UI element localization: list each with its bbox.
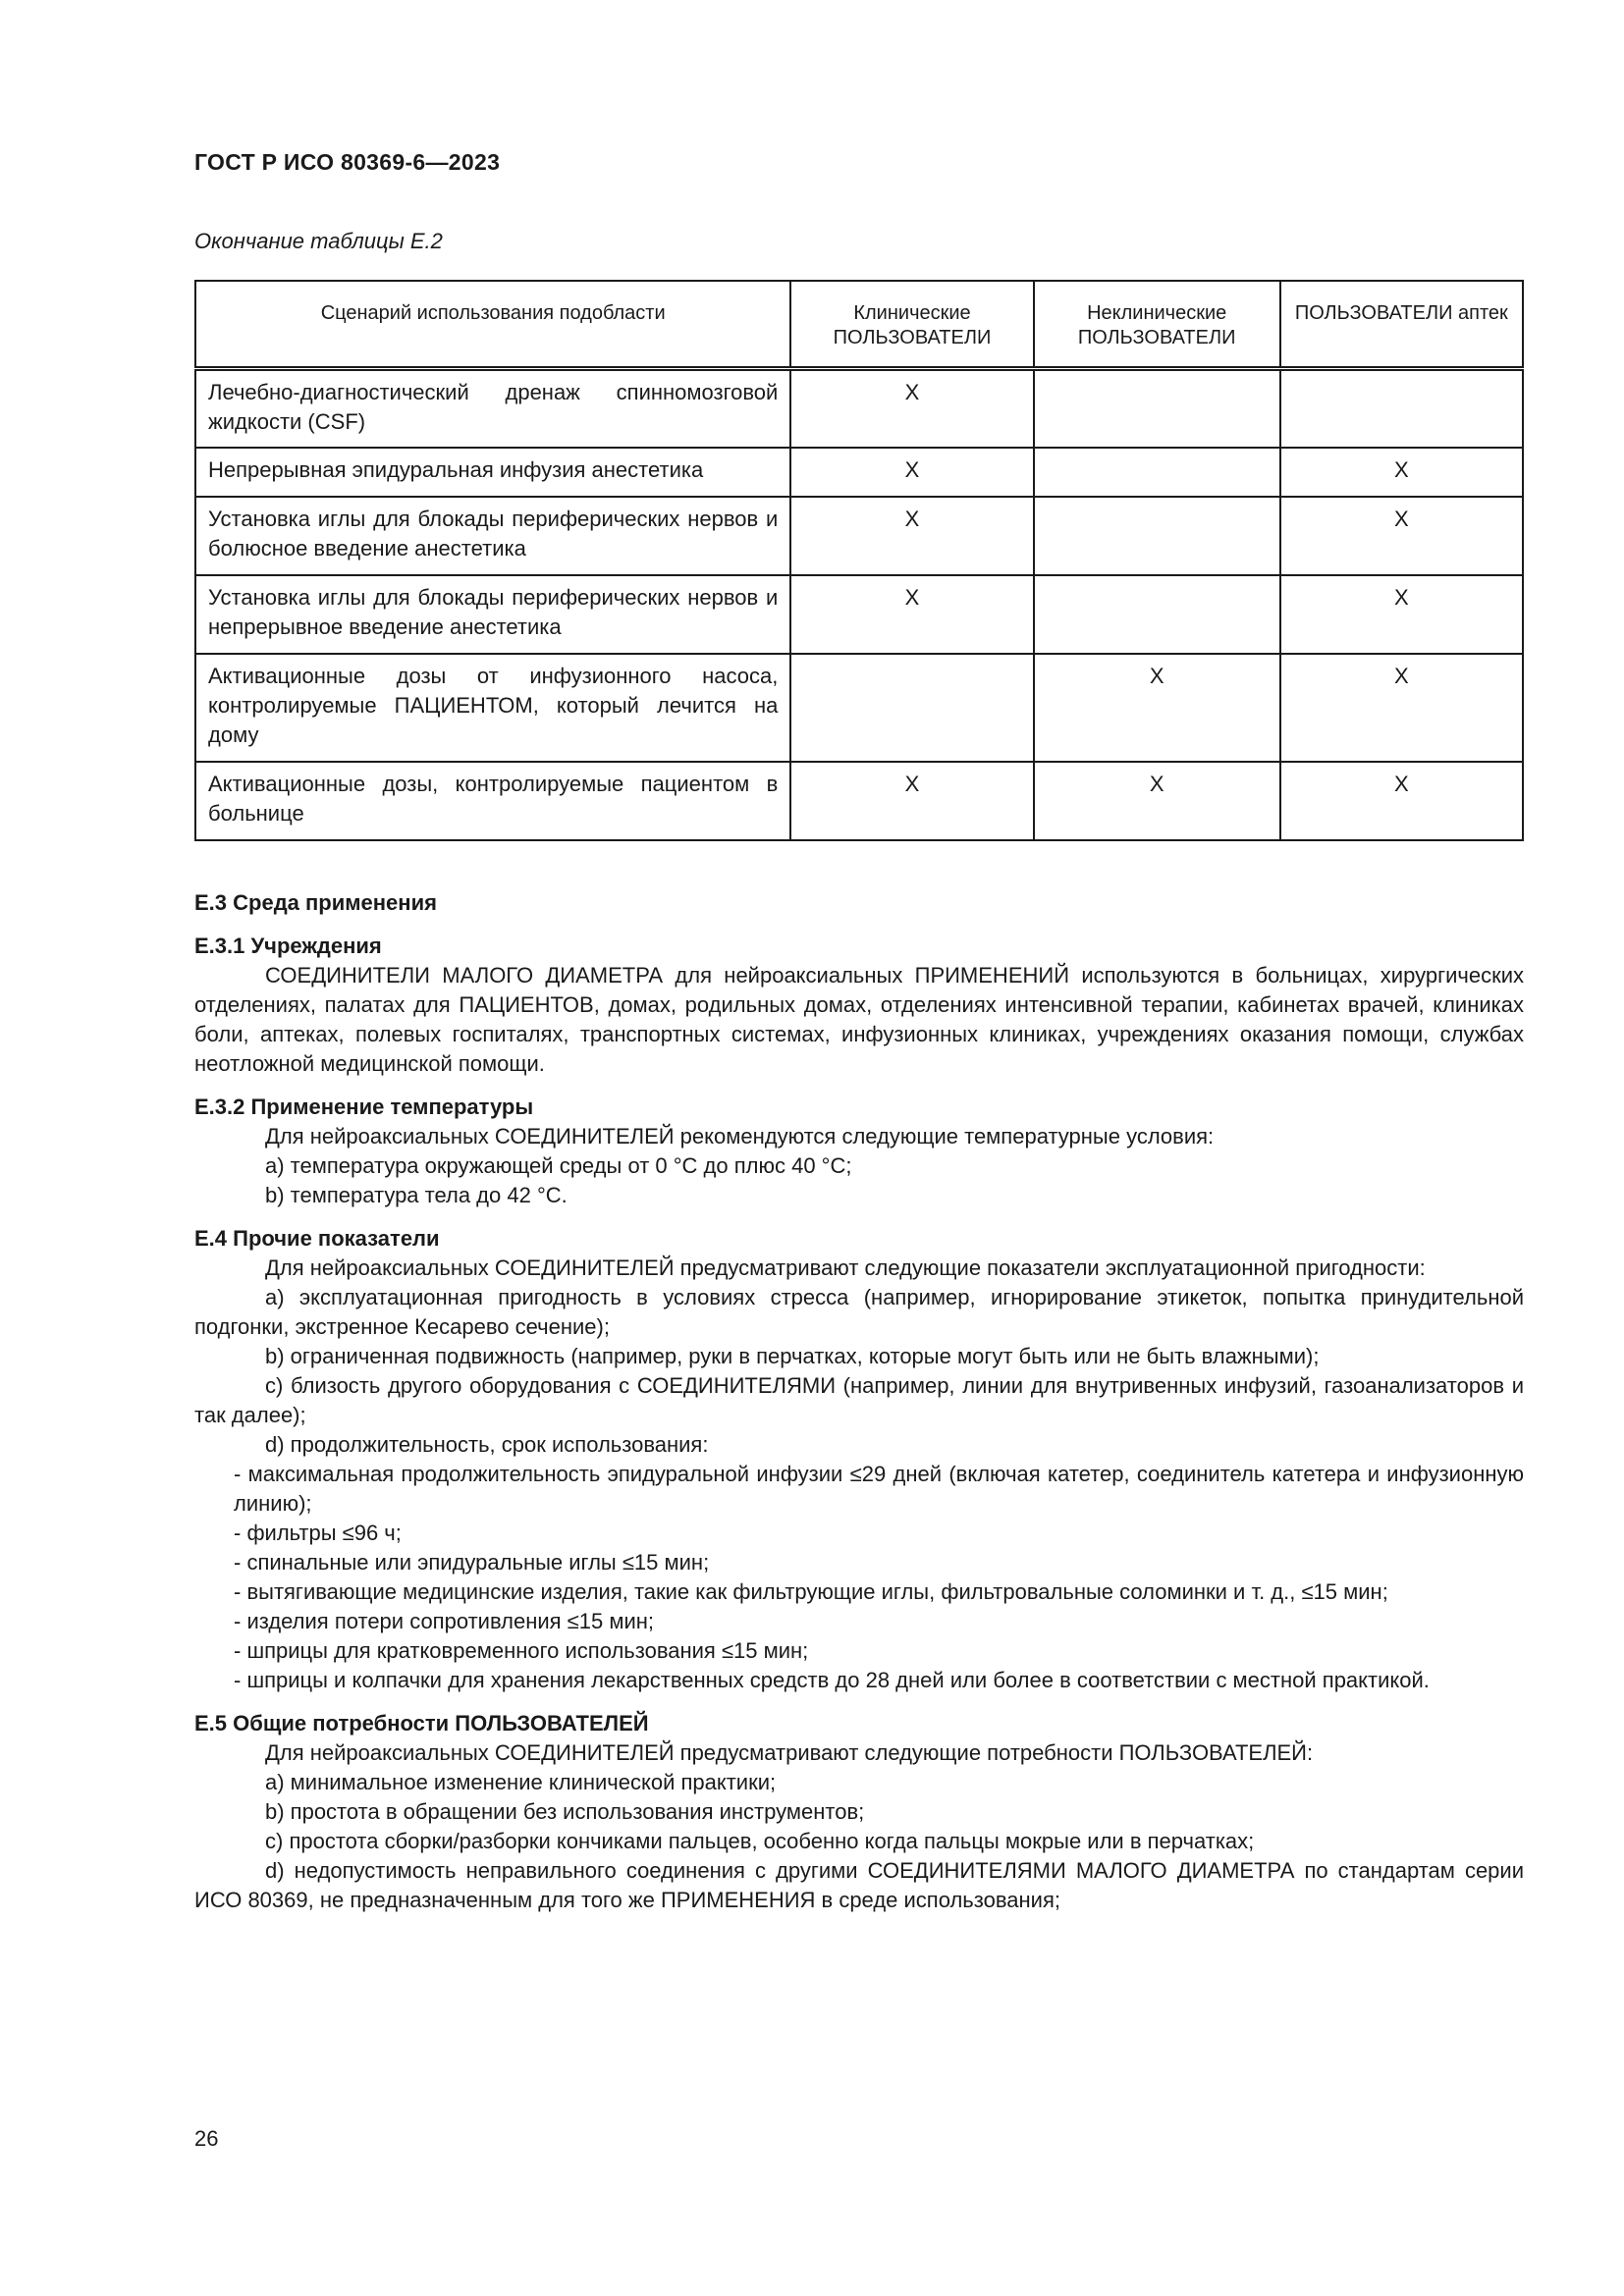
section-e5-intro: Для нейроаксиальных СОЕДИНИТЕЛЕЙ предусматривают следующие потребности ПОЛЬЗОВАТЕЛЕЙ: xyxy=(265,1740,1314,1765)
pharmacy-mark-cell xyxy=(1280,369,1523,449)
table-row xyxy=(195,448,1523,497)
sub-list-item: - шприцы для кратковременного использования ≤15 мин; xyxy=(234,1638,809,1663)
column-header-scenario: Сценарий использования подобласти xyxy=(195,281,790,369)
pharmacy-mark-cell: X xyxy=(1280,762,1523,840)
scenario-cell: Установка иглы для блокады периферических нервов и непрерывное введение анестетика xyxy=(195,575,790,654)
document-header: ГОСТ Р ИСО 80369-6—2023 xyxy=(194,149,501,175)
scenario-cell: Активационные дозы, контролируемые пациентом в больнице xyxy=(195,762,790,840)
scenario-cell: Активационные дозы от инфузионного насоса, контролируемые ПАЦИЕНТОМ, который лечится на дому xyxy=(195,654,790,762)
table-row xyxy=(195,654,1523,762)
table-row xyxy=(195,575,1523,654)
nonclinical-mark-cell xyxy=(1034,369,1280,449)
section-e3-heading: Е.3 Среда применения xyxy=(194,890,437,915)
list-item: b) температура тела до 42 °С. xyxy=(265,1183,568,1207)
usage-scenarios-table xyxy=(194,280,1524,841)
section-e32-heading: Е.3.2 Применение температуры xyxy=(194,1095,534,1119)
clinical-mark-cell: X xyxy=(790,762,1033,840)
table-row xyxy=(195,369,1523,449)
list-item: а) температура окружающей среды от 0 °С до плюс 40 °С; xyxy=(265,1153,852,1178)
clinical-mark-cell: X xyxy=(790,448,1033,497)
list-item: b) ограниченная подвижность (например, руки в перчатках, которые могут быть или не быть влажными); xyxy=(265,1344,1320,1368)
nonclinical-mark-cell xyxy=(1034,575,1280,654)
nonclinical-mark-cell xyxy=(1034,497,1280,575)
table-caption: Окончание таблицы Е.2 xyxy=(194,229,443,253)
sub-list-item: - фильтры ≤96 ч; xyxy=(234,1521,402,1545)
pharmacy-mark-cell: X xyxy=(1280,654,1523,762)
table-header-row xyxy=(195,281,1523,369)
list-item: d) недопустимость неправильного соединения с другими СОЕДИНИТЕЛЯМИ МАЛОГО ДИАМЕТРА по стандартам серии ИСО 80369, не предназначенным для того же ПРИМЕНЕНИЯ в среде использования; xyxy=(194,1858,1524,1912)
list-item: d) продолжительность, срок использования: xyxy=(265,1432,709,1457)
sub-list-item: - спинальные или эпидуральные иглы ≤15 мин; xyxy=(234,1550,710,1575)
list-item: с) простота сборки/разборки кончиками пальцев, особенно когда пальцы мокрые или в перчатках; xyxy=(265,1829,1255,1853)
clinical-mark-cell: X xyxy=(790,575,1033,654)
list-item: а) минимальное изменение клинической практики; xyxy=(265,1770,777,1794)
scenario-cell: Установка иглы для блокады периферических нервов и болюсное введение анестетика xyxy=(195,497,790,575)
column-header-nonclinical: Неклинические ПОЛЬЗОВАТЕЛИ xyxy=(1034,281,1280,369)
section-e4-heading: Е.4 Прочие показатели xyxy=(194,1226,440,1251)
list-item: b) простота в обращении без использования инструментов; xyxy=(265,1799,865,1824)
section-e31-heading: Е.3.1 Учреждения xyxy=(194,934,382,958)
table-row xyxy=(195,762,1523,840)
column-header-pharmacy: ПОЛЬЗОВАТЕЛИ аптек xyxy=(1280,281,1523,369)
table-row xyxy=(195,497,1523,575)
sub-list-item: - изделия потери сопротивления ≤15 мин; xyxy=(234,1609,654,1633)
column-header-clinical: Клинические ПОЛЬЗОВАТЕЛИ xyxy=(790,281,1033,369)
nonclinical-mark-cell: X xyxy=(1034,654,1280,762)
clinical-mark-cell: X xyxy=(790,369,1033,449)
section-e31-paragraph: СОЕДИНИТЕЛИ МАЛОГО ДИАМЕТРА для нейроаксиальных ПРИМЕНЕНИЙ используются в больницах, хирургических отделениях, палатах для ПАЦИЕНТОВ, домах, родильных домах, отделениях интенсивной терапии, кабинетах врачей, клиниках боли, аптеках, полевых госпиталях, транспортных системах, инфузионных клиниках, учреждениях оказания помощи, службах неотложной медицинской помощи. xyxy=(194,963,1524,1076)
pharmacy-mark-cell: X xyxy=(1280,448,1523,497)
scenario-cell: Лечебно-диагностический дренаж спинномозговой жидкости (CSF) xyxy=(195,369,790,449)
section-e4-intro: Для нейроаксиальных СОЕДИНИТЕЛЕЙ предусматривают следующие показатели эксплуатационной пригодности: xyxy=(265,1255,1426,1280)
list-item: а) эксплуатационная пригодность в условиях стресса (например, игнорирование этикеток, попытка принудительной подгонки, экстренное Кесарево сечение); xyxy=(194,1285,1524,1339)
section-e5-heading: Е.5 Общие потребности ПОЛЬЗОВАТЕЛЕЙ xyxy=(194,1711,649,1735)
scenario-cell: Непрерывная эпидуральная инфузия анестетика xyxy=(195,448,790,497)
clinical-mark-cell xyxy=(790,654,1033,762)
pharmacy-mark-cell: X xyxy=(1280,575,1523,654)
nonclinical-mark-cell: X xyxy=(1034,762,1280,840)
clinical-mark-cell: X xyxy=(790,497,1033,575)
sub-list-item: - вытягивающие медицинские изделия, такие как фильтрующие иглы, фильтровальные соломинки и т. д., ≤15 мин; xyxy=(234,1579,1388,1604)
list-item: с) близость другого оборудования с СОЕДИНИТЕЛЯМИ (например, линии для внутривенных инфузий, газоанализаторов и так далее); xyxy=(194,1373,1524,1427)
document-body xyxy=(194,888,1524,1915)
section-e32-intro: Для нейроаксиальных СОЕДИНИТЕЛЕЙ рекомендуются следующие температурные условия: xyxy=(265,1124,1215,1148)
sub-list-item: - шприцы и колпачки для хранения лекарственных средств до 28 дней или более в соответствии с местной практикой. xyxy=(234,1668,1430,1692)
nonclinical-mark-cell xyxy=(1034,448,1280,497)
page-number: 26 xyxy=(194,2126,219,2151)
pharmacy-mark-cell: X xyxy=(1280,497,1523,575)
sub-list-item: - максимальная продолжительность эпидуральной инфузии ≤29 дней (включая катетер, соединитель катетера и инфузионную линию); xyxy=(234,1462,1524,1516)
